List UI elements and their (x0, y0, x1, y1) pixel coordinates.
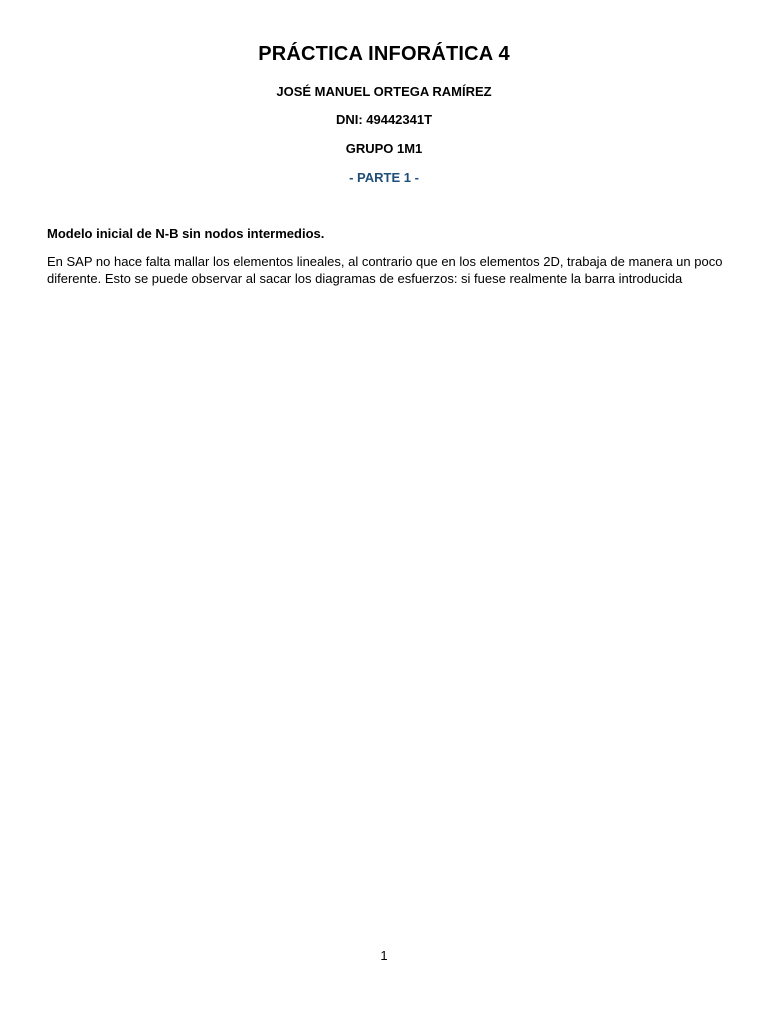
document-title: PRÁCTICA INFORÁTICA 4 (258, 43, 510, 65)
section-heading: Modelo inicial de N-B sin nodos intermedios. (47, 226, 325, 241)
part-heading: - PARTE 1 - (349, 170, 419, 185)
dni-line: DNI: 49442341T (335, 112, 433, 127)
author-name: JOSÉ MANUEL ORTEGA RAMÍREZ (276, 84, 492, 99)
page-number: 1 (380, 948, 388, 963)
body-paragraph: En SAP no hace falta mallar los elementos lineales, al contrario que en los elementos 2D, trabaja de manera un poco diferente. Esto se puede observar al sacar los diagramas de esfuerzos: si fuese realmente la barra introducida (47, 254, 723, 286)
group-line: GRUPO 1M1 (345, 141, 423, 156)
